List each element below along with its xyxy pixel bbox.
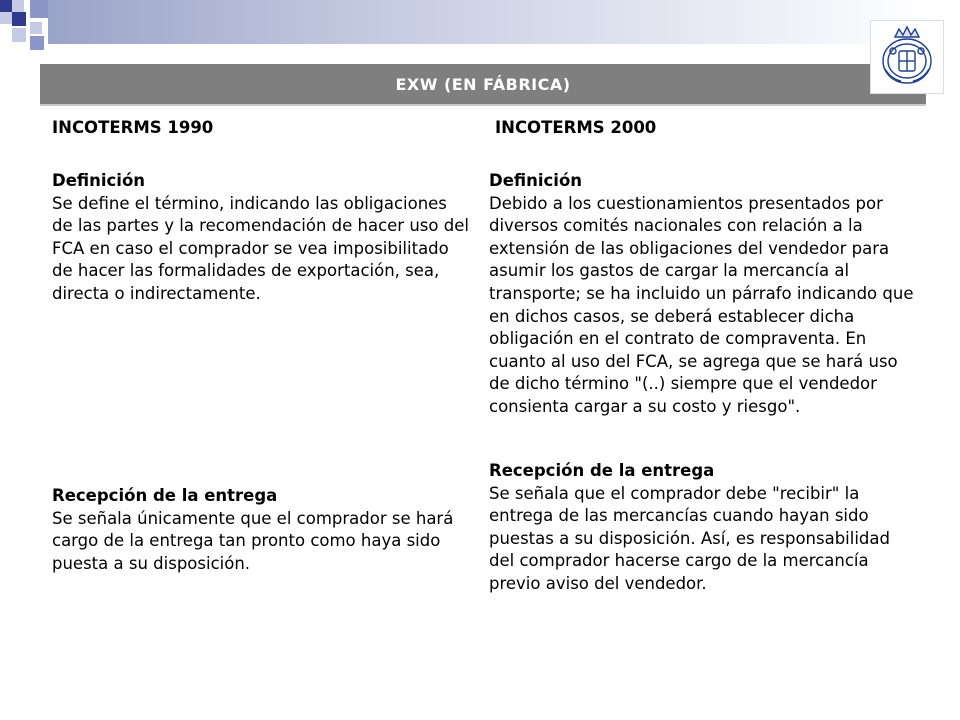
section-text: Se señala que el comprador debe "recibir" la entrega de las mercancías cuando hayan sido puestas a su disposición. Así, es responsabilidad del comprador hacerse cargo de la mercancía previo aviso del vendedor. <box>489 483 890 593</box>
title-bar <box>40 64 926 106</box>
reception-1990 <box>52 485 472 575</box>
column-header-1990: INCOTERMS 1990 <box>52 118 214 137</box>
crest-logo-icon <box>870 20 944 94</box>
section-heading: Definición <box>52 171 146 190</box>
crest-logo-graphic <box>871 21 943 93</box>
section-text: Debido a los cuestionamientos presentados por diversos comités nacionales con relación a la extensión de las obligaciones del vendedor para asumir los gastos de cargar la mercancía al transporte; se ha incluido un párrafo indicando que en dichos casos, se deberá establecer dicha obligación en el contrato de compraventa. En cuanto al uso del FCA, se agrega que se hará uso de dicho término "(..) siempre que el vendedor consienta cargar a su costo y riesgo". <box>489 193 914 416</box>
section-text: Se define el término, indicando las obligaciones de las partes y la recomendación de hacer uso del FCA en caso el comprador se vea imposibilitado de hacer las formalidades de exportación, sea, directa o indirectamente. <box>52 193 469 303</box>
section-heading: Recepción de la entrega <box>489 461 715 480</box>
section-heading: Definición <box>489 171 583 190</box>
section-text: Se señala únicamente que el comprador se hará cargo de la entrega tan pronto como haya sido puesta a su disposición. <box>52 508 454 573</box>
section-heading: Recepción de la entrega <box>52 486 278 505</box>
reception-2000 <box>489 460 914 596</box>
column-header-2000: INCOTERMS 2000 <box>495 118 657 137</box>
definition-2000 <box>489 170 914 419</box>
definition-1990 <box>52 170 472 306</box>
slide-title: EXW (EN FÁBRICA) <box>395 74 571 94</box>
header-gradient-band <box>48 0 928 44</box>
